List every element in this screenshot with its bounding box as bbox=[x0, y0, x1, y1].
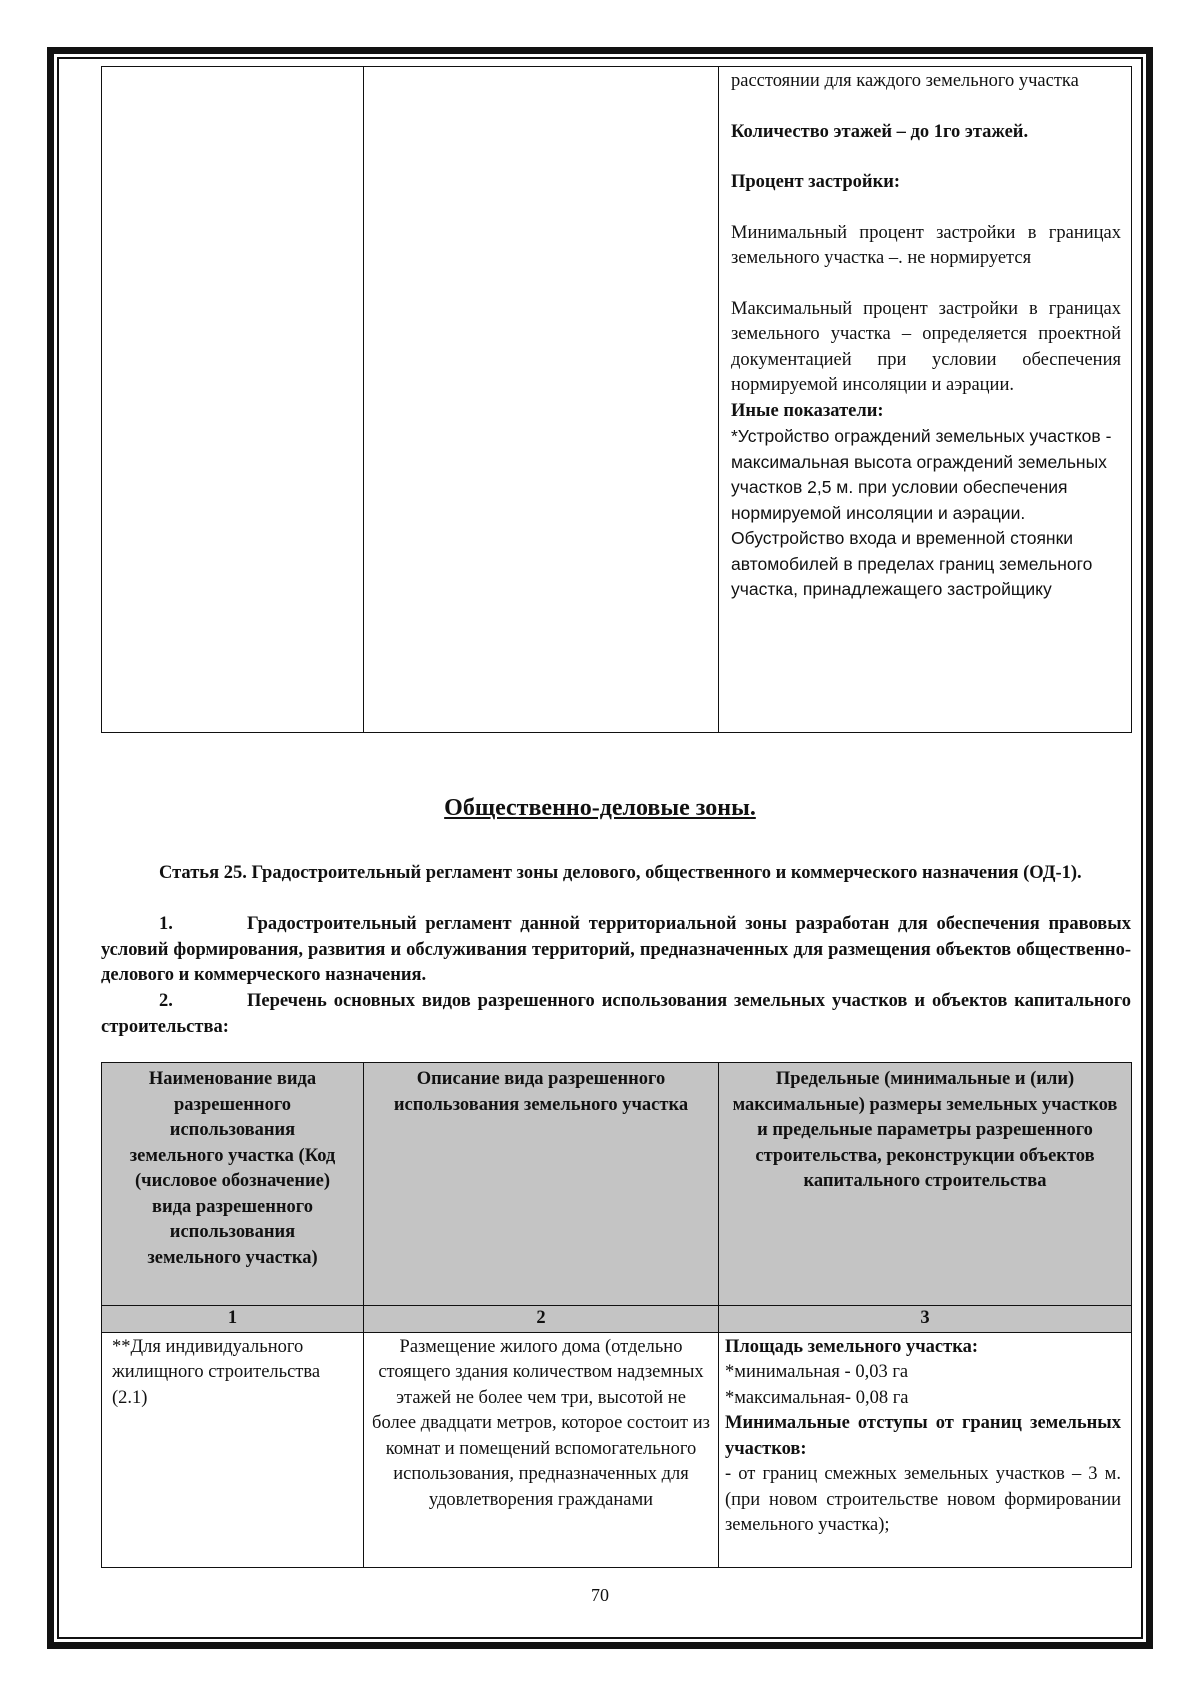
column-number: 3 bbox=[719, 1306, 1132, 1333]
area-title: Площадь земельного участка: bbox=[725, 1336, 979, 1357]
page-number: 70 bbox=[591, 1585, 609, 1605]
setback-title: Минимальные отступы от границ земельных участков: bbox=[725, 1413, 1121, 1459]
column-header: Предельные (минимальные и (или) максимальные) размеры земельных участков и предельные параметры разрешенного строительства, реконструкции объектов капитального строительства bbox=[719, 1063, 1132, 1306]
floors-text: Количество этажей – до 1го этажей. bbox=[731, 121, 1029, 142]
column-number: 1 bbox=[102, 1306, 364, 1333]
paragraph-number: 2. bbox=[159, 991, 173, 1011]
build-percent-title: Процент застройки: bbox=[731, 172, 901, 192]
paragraph-text: Перечень основных видов разрешенного использования земельных участков и объектов капитального строительства: bbox=[101, 991, 1131, 1037]
paragraph-number: 1. bbox=[159, 914, 173, 934]
parameters-cell bbox=[719, 67, 1132, 733]
table-row bbox=[102, 67, 1132, 733]
empty-cell bbox=[102, 67, 364, 733]
section-heading: Общественно-деловые зоны. bbox=[444, 795, 756, 821]
distance-text: расстоянии для каждого земельного участка bbox=[731, 71, 1079, 91]
header-row bbox=[102, 1063, 1132, 1306]
column-number-row bbox=[102, 1306, 1132, 1333]
column-number: 2 bbox=[364, 1306, 719, 1333]
area-min: *минимальная - 0,03 га bbox=[725, 1362, 909, 1382]
land-use-name: **Для индивидуального жилищного строительства (2.1) bbox=[102, 1332, 364, 1567]
max-percent-text: Максимальный процент застройки в границах земельного участка – определяется проектной документацией при условии обеспечения нормируемой инсоляции и аэрации. bbox=[731, 298, 1121, 395]
paragraph-text: Градостроительный регламент данной территориальной зоны разработан для обеспечения правовых условий формирования, развития и обслуживания территорий, предназначенных для размещения объектов общественно-делового и коммерческого назначения. bbox=[101, 914, 1131, 985]
setback-text: - от границ смежных земельных участков – 3 м. (при новом строительстве новом формировании земельного участка); bbox=[725, 1464, 1121, 1535]
land-use-description: Размещение жилого дома (отдельно стоящего здания количеством надземных этажей не более чем три, высотой не более двадцати метров, которое состоит из комнат и помещений вспомогательного использования, предназначенных для удовлетворения гражданами bbox=[364, 1332, 719, 1567]
land-use-parameters bbox=[719, 1332, 1132, 1567]
column-header: Описание вида разрешенного использования земельного участка bbox=[364, 1063, 719, 1306]
empty-cell bbox=[364, 67, 719, 733]
column-header: Наименование вида разрешенного использования земельного участка (Код (числовое обозначение) вида разрешенного использования земельного участка) bbox=[102, 1063, 364, 1306]
area-max: *максимальная- 0,08 га bbox=[725, 1387, 909, 1408]
table-row bbox=[102, 1332, 1132, 1567]
min-percent-text: Минимальный процент застройки в границах земельного участка –. не нормируется bbox=[731, 222, 1121, 268]
entrance-text: Обустройство входа и временной стоянки автомобилей в пределах границ земельного участка, принадлежащего застройщику bbox=[731, 528, 1093, 599]
other-indicators-title: Иные показатели: bbox=[731, 400, 884, 421]
continued-table bbox=[101, 66, 1132, 733]
fence-text: *Устройство ограждений земельных участков - максимальная высота ограждений земельных участков 2,5 м. при условии обеспечения нормируемой инсоляции и аэрации. bbox=[731, 426, 1112, 523]
article-title: Статья 25. Градостроительный регламент зоны делового, общественного и коммерческого назначения (ОД-1). bbox=[159, 863, 1082, 883]
regulation-table bbox=[101, 1062, 1132, 1568]
